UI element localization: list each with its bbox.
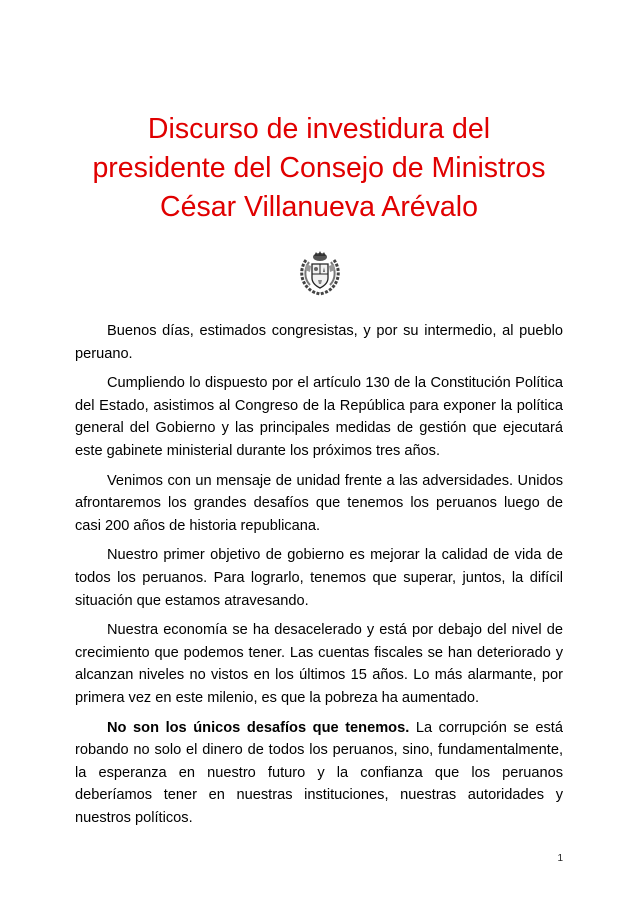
page-number: 1: [557, 853, 563, 864]
paragraph-6-text: La corrupción se está robando no solo el dinero de todos los peruanos, sino, fundamentalmente, la esperanza en nuestro futuro y la confianza que los peruanos deberíamos tener en nuestras instituciones, nuestras autoridades y nuestros políticos.: [75, 719, 563, 826]
paragraph-6: [75, 717, 563, 830]
peru-coat-of-arms-icon: [298, 250, 342, 296]
speech-body: [75, 320, 563, 836]
paragraph-4: Nuestro primer objetivo de gobierno es mejorar la calidad de vida de todos los peruanos. Para lograrlo, tenemos que superar, juntos, la difícil situación que estamos atravesando.: [75, 547, 563, 609]
paragraph-3: Venimos con un mensaje de unidad frente a las adversidades. Unidos afrontaremos los grandes desafíos que tenemos los peruanos luego de casi 200 años de historia republicana.: [75, 472, 563, 534]
title-line-2: presidente del Consejo de Ministros: [92, 152, 546, 184]
title-line-3: César Villanueva Arévalo: [160, 191, 478, 223]
title-line-1: Discurso de investidura del: [147, 113, 491, 145]
paragraph-1: Buenos días, estimados congresistas, y por su intermedio, al pueblo peruano.: [75, 323, 563, 362]
paragraph-5: Nuestra economía se ha desacelerado y está por debajo del nivel de crecimiento que podemos tener. Las cuentas fiscales se han deteriorado y alcanzan niveles no vistos en los últimos 15 años. Lo más alarmante, por primera vez en este milenio, es que la pobreza ha aumentado.: [75, 622, 563, 706]
paragraph-6-bold-lead: No son los únicos desafíos que tenemos.: [107, 719, 410, 736]
paragraph-2: Cumpliendo lo dispuesto por el artículo 130 de la Constitución Política del Estado, asistimos al Congreso de la República para exponer la política general del Gobierno y las principales medidas de gestión que ejecutará este gabinete ministerial durante los próximos tres años.: [75, 375, 563, 459]
document-title: [60, 110, 578, 227]
